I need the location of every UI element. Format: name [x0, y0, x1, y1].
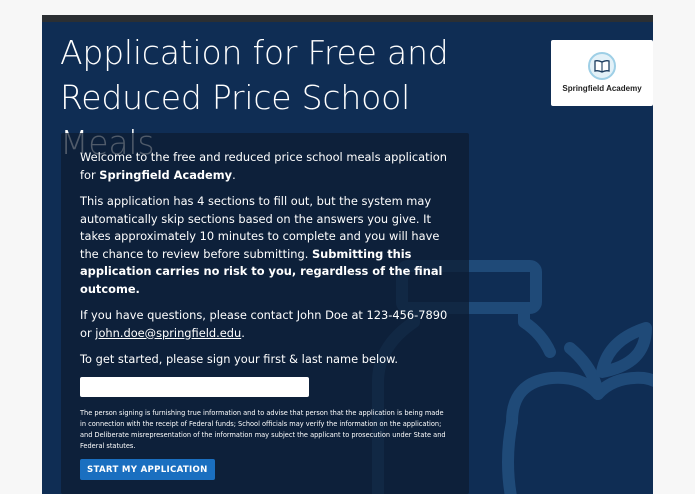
open-book-icon	[594, 59, 610, 73]
sections-text: This application has 4 sections to fill out, but the system may automatically skip sections based on the answers you give. It takes approximately 10 minutes to complete and you will have the chance to review before submitting. Submitting this application carries no risk to you, regardless of the final outcome.	[80, 194, 443, 296]
page-title: Application for Free and Reduced Price School	[60, 33, 449, 117]
contact-text: If you have questions, please contact John Doe at 123-456-7890 or john.doe@springfield.edu.	[80, 308, 448, 340]
legal-disclaimer: The person signing is furnishing true information and to advise that person that the application is being made in connection with the receipt of Federal funds; School officials may verify the information on the application; and Deliberate misrepresentation of the information may subject the applicant to prosecution under State and Federal statutes.	[80, 408, 446, 450]
top-bar	[42, 15, 653, 22]
welcome-text: Welcome to the free and reduced price school meals application for Springfield Academy.	[80, 150, 447, 182]
hero-panel	[42, 22, 653, 494]
start-application-button[interactable]: START MY APPLICATION	[80, 459, 215, 480]
school-logo	[551, 40, 653, 106]
sign-prompt: To get started, please sign your first & last name below.	[80, 352, 399, 366]
logo-text: Springfield Academy	[562, 84, 642, 93]
no-risk-text: Submitting this application carries no risk to you, regardless of the final outcome.	[80, 246, 443, 296]
intro-card	[61, 133, 469, 494]
signature-input[interactable]	[80, 377, 309, 397]
logo-badge	[588, 52, 616, 80]
school-name: Springfield Academy	[99, 167, 233, 182]
contact-email-link[interactable]: john.doe@springfield.edu	[95, 325, 242, 340]
